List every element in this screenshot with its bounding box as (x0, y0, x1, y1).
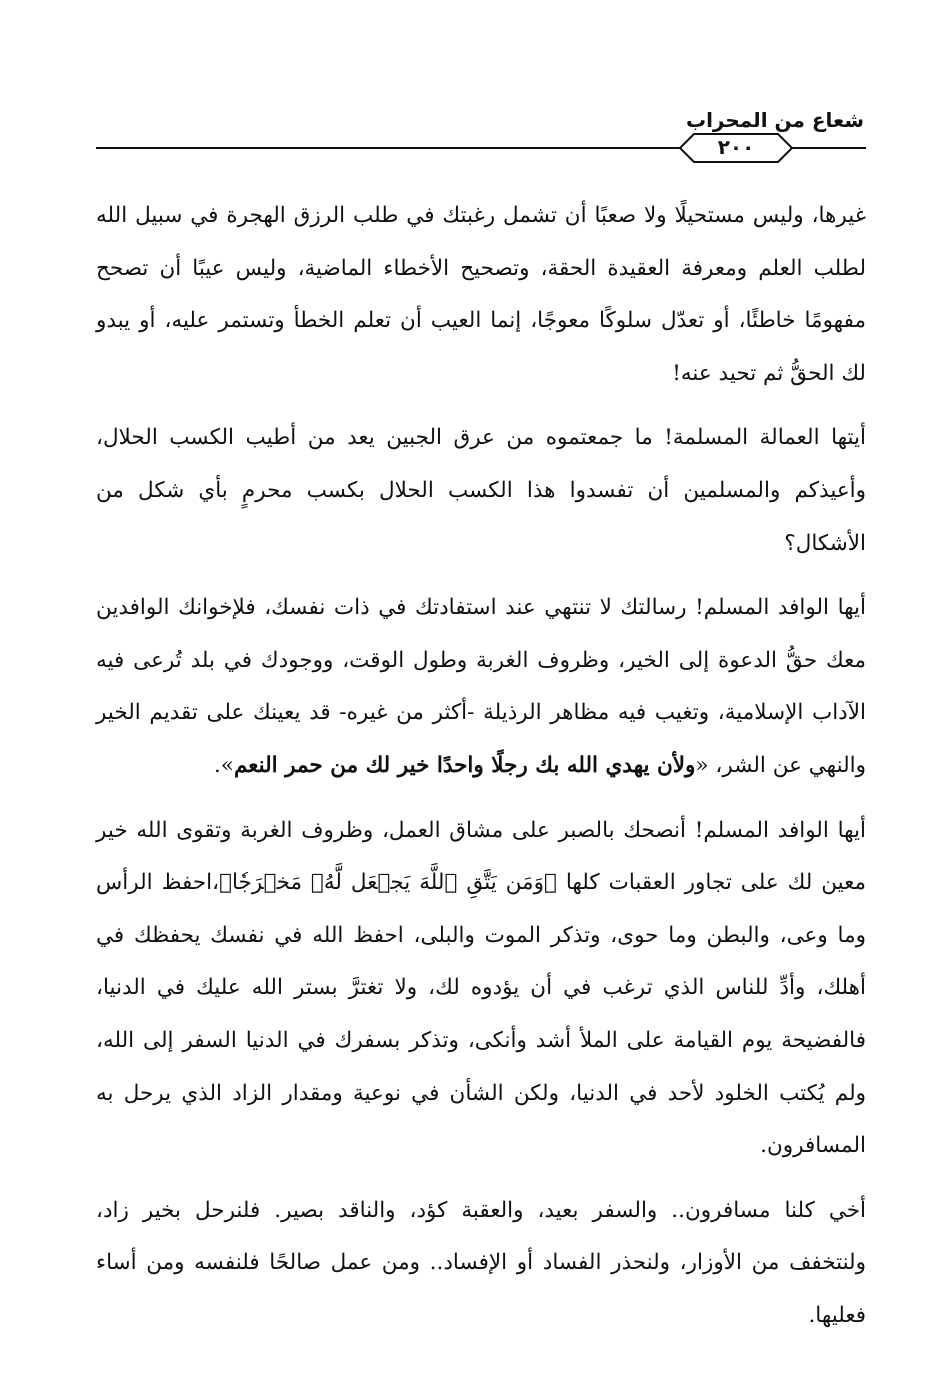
paragraph-3-text: أيها الوافد المسلم! رسالتك لا تنتهي عند استفادتك في ذات نفسك، فلإخوانك الوافدين معك حقُّ الدعوة إلى الخير، وظروف الغربة وطول الوقت، ووجودك في بلد تُرعى فيه الآداب الإسلامية، وتغيب فيه مظاهر الرذيلة -أكثر من غيره- قد يعينك على تقديم الخير والنهي عن الشر، « (96, 595, 866, 778)
quran-verse: ﴿وَمَن يَتَّقِ ٱللَّهَ يَجۡعَل لَّهُۥ مَخۡرَجٗا﴾ (219, 870, 557, 896)
paragraph-4-text: أيها الوافد المسلم! أنصحك بالصبر على مشاق العمل، وظروف الغربة وتقوى الله خير معين لك على تجاور العقبات كلها (96, 817, 866, 896)
paragraph-4 (96, 805, 866, 1173)
page-number: ٢٠٠ (717, 135, 755, 159)
paragraph-1 (96, 190, 866, 400)
paragraph-1-text: غيرها، وليس مستحيلًا ولا صعبًا أن تشمل رغبتك في طلب الرزق الهجرة في سبيل الله لطلب العلم ومعرفة العقيدة الحقة، وتصحيح الأخطاء الماضية، وليس عيبًا أن تصحح مفهومًا خاطئًا، أو تعدّل سلوكًا معوجًا، إنما العيب أن تعلم الخطأ وتستمر عليه، أو يبدو لك الحقُّ ثم تحيد عنه! (96, 203, 866, 386)
paragraph-2 (96, 412, 866, 570)
paragraph-5-text: أخي كلنا مسافرون.. والسفر بعيد، والعقبة كؤد، والناقد بصير. فلنرحل بخير زاد، ولنتخفف من الأوزار، ولنحذر الفساد أو الإفساد.. ومن عمل صالحًا فلنفسه ومن أساء فعليها. (96, 1197, 866, 1328)
paragraph-4-tail: ،احفظ الرأس وما وعى، والبطن وما حوى، وتذكر الموت والبلى، احفظ الله في نفسك يحفظك في أهلك، وأدِّ للناس الذي ترغب في أن يؤدوه لك، ولا تغترَّ بستر الله عليك في الدنيا، فالفضيحة يوم القيامة على الملأ أشد وأنكى، وتذكر بسفرك في الدنيا السفر إلى الله، ولم يُكتب الخلود لأحد في الدنيا، ولكن الشأن في نوعية ومقدار الزاد الذي يرحل به المسافرون. (96, 870, 866, 1159)
paragraph-3 (96, 582, 866, 792)
hadith-quote: ولأن يهدي الله بك رجلًا واحدًا خير لك من حمر النعم (233, 752, 696, 778)
paragraph-5 (96, 1185, 866, 1343)
paragraph-2-text: أيتها العمالة المسلمة! ما جمعتموه من عرق الجبين يعد من أطيب الكسب الحلال، وأعيذكم والمسلمين أن تفسدوا هذا الكسب الحلال بكسب محرمٍ بأي شكل من الأشكال؟ (96, 425, 866, 556)
paragraph-3-tail: ». (213, 752, 234, 778)
running-title: شعاع من المحراب (685, 108, 864, 132)
body-text (96, 190, 866, 1354)
